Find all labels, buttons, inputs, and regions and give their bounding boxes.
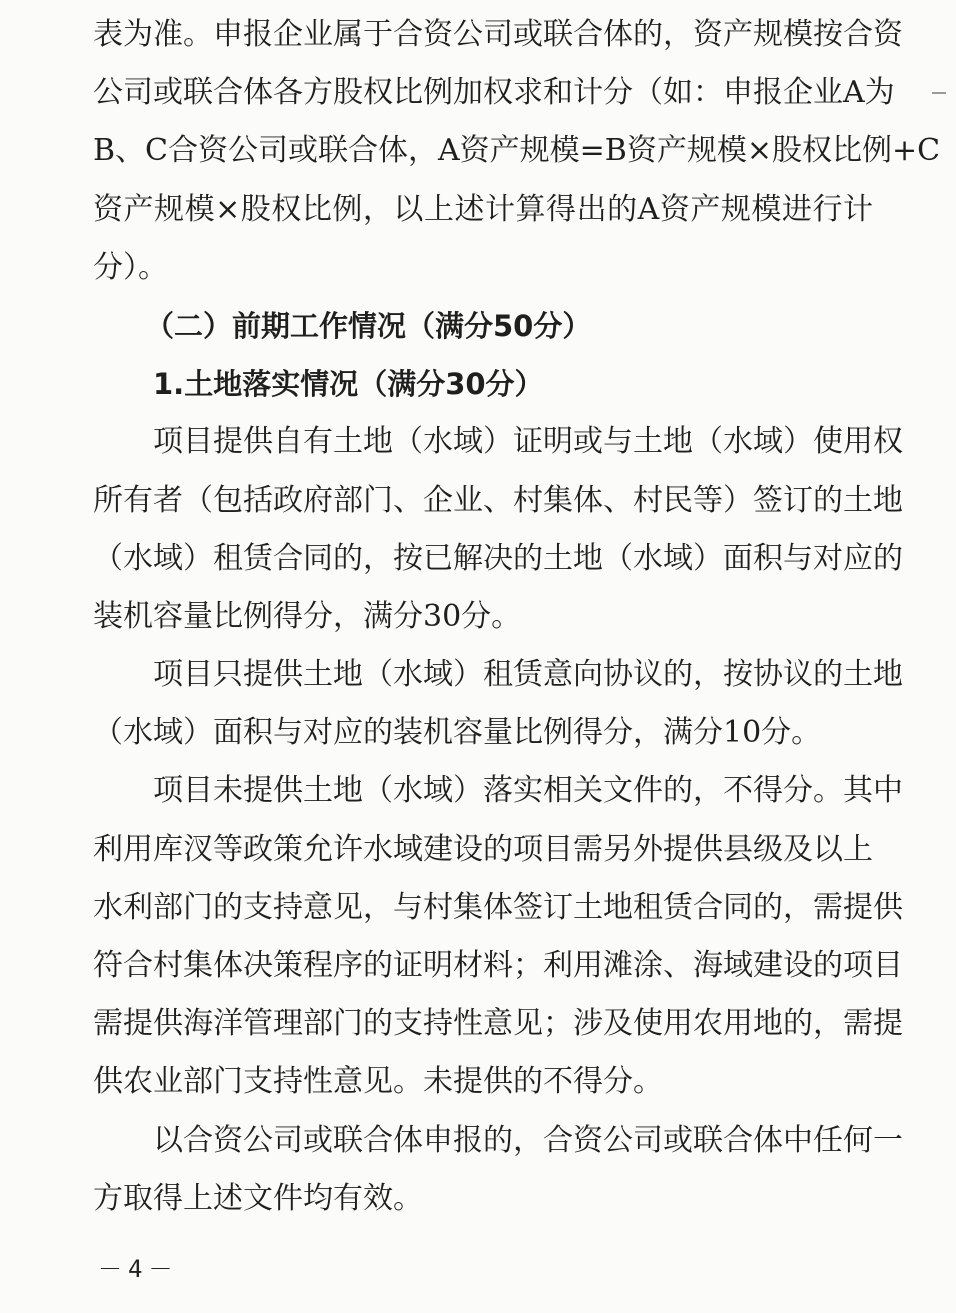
subsection-heading: 1.土地落实情况（满分30分） (153, 367, 544, 402)
text-line: 利用库汊等政策允许水域建设的项目需另外提供县级及以上 (93, 831, 873, 867)
text-line: 符合村集体决策程序的证明材料；利用滩涂、海域建设的项目 (93, 948, 903, 983)
text-line: 以合资公司或联合体申报的，合资公司或联合体中任何一 (153, 1122, 903, 1158)
text-line: B、C合资公司或联合体，A资产规模=B资产规模×股权比例+C (93, 133, 941, 169)
text-line: 装机容量比例得分，满分30分。 (93, 598, 522, 634)
text-line: 项目提供自有土地（水域）证明或与土地（水域）使用权 (153, 424, 903, 460)
text-line: （水域）面积与对应的装机容量比例得分，满分10分。 (93, 715, 822, 751)
page-number: －4－ (98, 1255, 179, 1283)
text-line: 资产规模×股权比例，以上述计算得出的A资产规模进行计 (93, 191, 873, 227)
text-line: 公司或联合体各方股权比例加权求和计分（如：申报企业A为 (93, 75, 895, 111)
text-line: 分）。 (93, 249, 168, 285)
text-line: 所有者（包括政府部门、企业、村集体、村民等）签订的土地 (93, 482, 903, 518)
text-line: 方取得上述文件均有效。 (93, 1180, 423, 1216)
text-line: 项目未提供土地（水域）落实相关文件的，不得分。其中 (153, 773, 903, 809)
section-heading: （二）前期工作情况（满分50分） (145, 308, 592, 343)
text-line: 供农业部门支持性意见。未提供的不得分。 (93, 1064, 663, 1100)
text-line: 水利部门的支持意见，与村集体签订土地租赁合同的，需提供 (93, 889, 903, 925)
text-line: （水域）租赁合同的，按已解决的土地（水域）面积与对应的 (93, 540, 903, 576)
text-line: 需提供海洋管理部门的支持性意见；涉及使用农用地的，需提 (93, 1006, 903, 1042)
scan-edge-mark (932, 92, 946, 94)
text-line: 项目只提供土地（水域）租赁意向协议的，按协议的土地 (153, 657, 903, 693)
text-line: 表为准。申报企业属于合资公司或联合体的，资产规模按合资 (93, 17, 903, 52)
document-body (93, 6, 941, 1228)
